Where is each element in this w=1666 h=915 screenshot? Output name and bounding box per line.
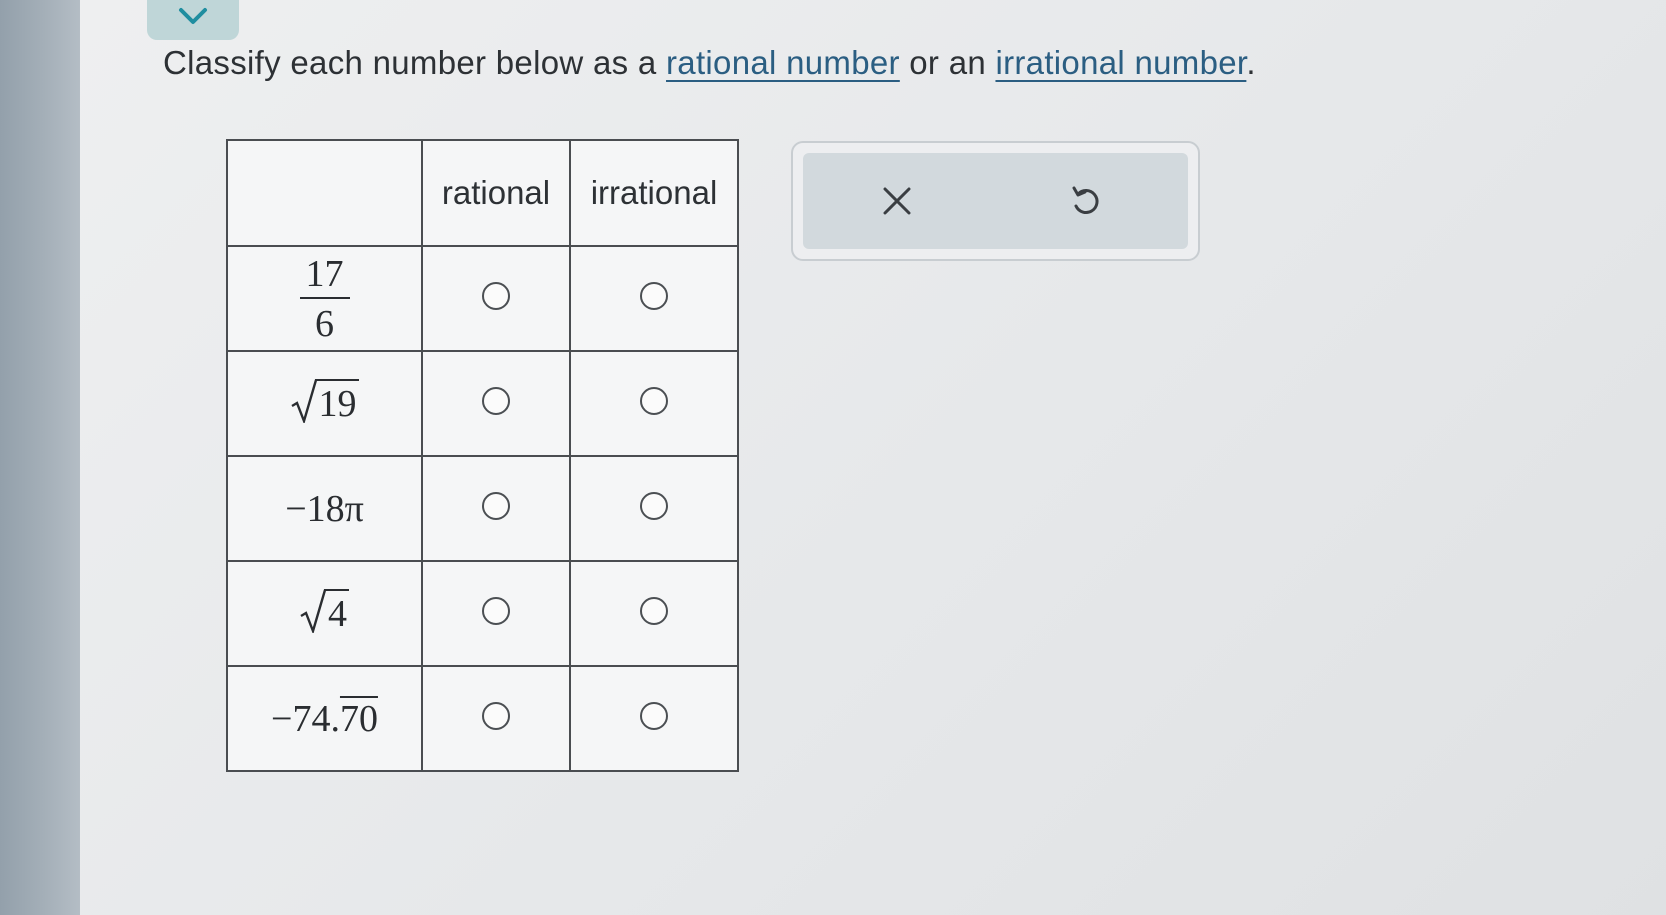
rational-radio[interactable]: [482, 492, 510, 520]
radical-sign-icon: [300, 589, 326, 633]
irrational-cell: [570, 456, 738, 561]
fraction-denominator: 6: [315, 302, 334, 345]
radicand: 4: [324, 589, 349, 633]
rational-cell: [422, 246, 570, 351]
table-row: [227, 351, 738, 456]
toolbar-panel: [803, 153, 1188, 249]
collapse-tab[interactable]: [147, 0, 239, 40]
irrational-radio[interactable]: [640, 387, 668, 415]
x-icon: [882, 186, 912, 216]
repeating-digits: 70: [339, 697, 378, 740]
radical-sign-icon: [291, 379, 317, 423]
header-irrational: irrational: [570, 140, 738, 246]
number-cell: [227, 246, 422, 351]
header-rational: rational: [422, 140, 570, 246]
table-row: [227, 456, 738, 561]
irrational-cell: [570, 351, 738, 456]
rational-cell: [422, 351, 570, 456]
prompt-text-middle: or an: [899, 44, 996, 81]
rational-cell: [422, 456, 570, 561]
irrational-number-link[interactable]: irrational number: [995, 44, 1247, 81]
rational-radio[interactable]: [482, 282, 510, 310]
rational-number-link[interactable]: rational number: [666, 44, 900, 81]
number-value: −18π: [285, 487, 364, 530]
answer-toolbar: [791, 141, 1200, 261]
decimal-prefix: −74.: [271, 697, 340, 740]
undo-button[interactable]: [1055, 171, 1115, 231]
rational-radio[interactable]: [482, 702, 510, 730]
square-root: [291, 379, 359, 423]
fraction: [300, 252, 350, 345]
irrational-radio[interactable]: [640, 597, 668, 625]
table-header-row: [227, 140, 738, 246]
classification-table: [226, 139, 739, 772]
repeating-decimal: [271, 698, 378, 740]
header-number-cell: [227, 140, 422, 246]
question-prompt: [163, 44, 1256, 82]
prompt-text-end: .: [1246, 44, 1256, 81]
fraction-numerator: 17: [300, 255, 350, 299]
irrational-radio[interactable]: [640, 492, 668, 520]
number-cell: [227, 351, 422, 456]
irrational-cell: [570, 561, 738, 666]
rational-radio[interactable]: [482, 597, 510, 625]
rational-cell: [422, 561, 570, 666]
left-sidebar-strip: [0, 0, 80, 915]
number-cell: [227, 456, 422, 561]
irrational-cell: [570, 246, 738, 351]
number-cell: [227, 666, 422, 771]
number-cell: [227, 561, 422, 666]
prompt-text-start: Classify each number below as a: [163, 44, 667, 81]
table-row: [227, 246, 738, 351]
undo-icon: [1069, 184, 1101, 218]
irrational-radio[interactable]: [640, 282, 668, 310]
table-row: [227, 666, 738, 771]
radicand: 19: [315, 379, 359, 423]
clear-button[interactable]: [867, 171, 927, 231]
square-root: [300, 589, 349, 633]
rational-cell: [422, 666, 570, 771]
table-row: [227, 561, 738, 666]
irrational-cell: [570, 666, 738, 771]
chevron-down-icon: [177, 6, 209, 28]
rational-radio[interactable]: [482, 387, 510, 415]
irrational-radio[interactable]: [640, 702, 668, 730]
